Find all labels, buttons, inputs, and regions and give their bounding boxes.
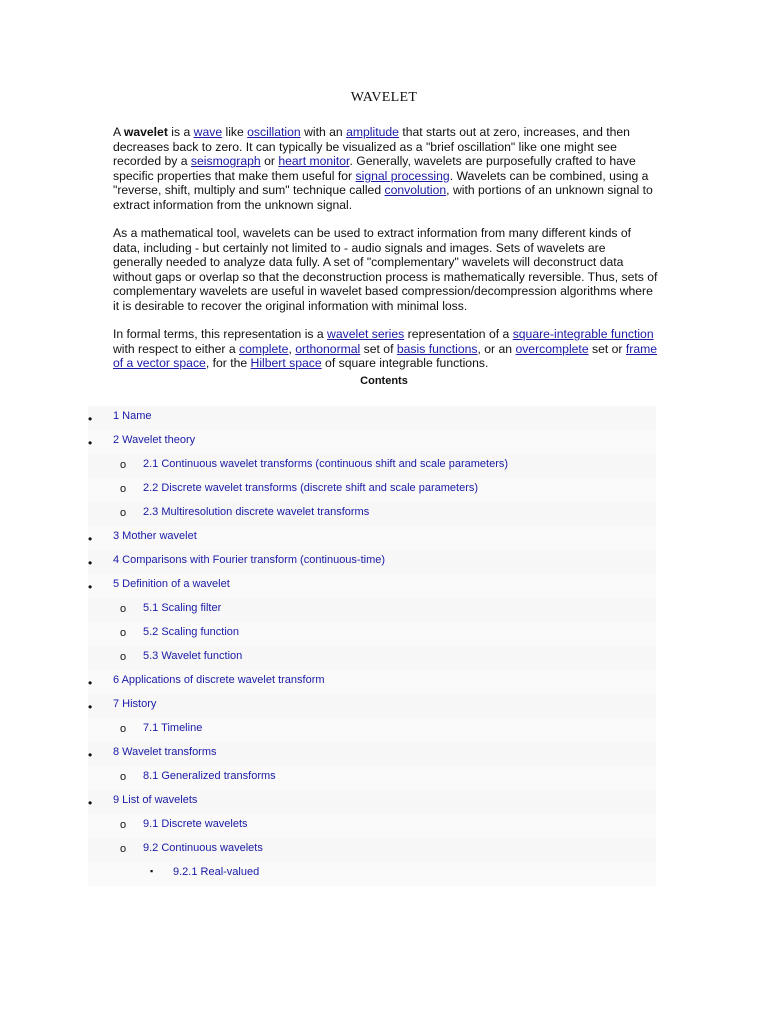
toc-bullet: • [88,700,93,714]
toc-bullet: o [120,723,127,735]
link-oscillation[interactable]: oscillation [247,125,301,139]
toc-item [88,718,656,742]
toc-item [88,838,656,862]
toc-item [88,622,656,646]
link-overcomplete[interactable]: overcomplete [515,341,589,356]
toc-link[interactable]: 1 Name [113,410,152,422]
toc-bullet: o [120,819,127,831]
toc-link[interactable]: 7 History [113,698,157,710]
toc-link[interactable]: 2.3 Multiresolution discrete wavelet transforms [143,506,370,518]
link-heart-monitor[interactable]: heart monitor [278,154,350,169]
toc-link[interactable]: 5.1 Scaling filter [143,602,222,614]
toc-item [88,814,656,838]
toc-item [88,670,656,694]
toc-item [88,526,656,550]
toc-bullet: o [120,603,127,615]
link-wavelet-series[interactable]: wavelet series [327,327,405,341]
toc-bullet: • [88,412,93,426]
toc-bullet: • [88,748,93,762]
toc-bullet: o [120,843,127,855]
link-frame-of-a-vector-space[interactable]: frame of a vector space [113,341,658,371]
toc-link[interactable]: 6 Applications of discrete wavelet transform [113,674,325,686]
toc-bullet: • [88,580,93,594]
toc-link[interactable]: 9.1 Discrete wavelets [143,818,248,830]
toc-item [88,646,656,670]
toc-bullet: • [88,556,93,570]
toc-link[interactable]: 5 Definition of a wavelet [113,578,230,590]
toc-link[interactable]: 5.2 Scaling function [143,626,240,638]
link-basis-functions[interactable]: basis functions [396,341,478,356]
intro-paragraph: A wavelet is a wave like oscillation with an amplitude that starts out at zero, increases, and then decreases back to zero. It can typically be visualized as a "brief oscillation" like one might see recorded by a seismograph or heart monitor. Generally, wavelets are purposefully crafted to have specific properties that make them useful for signal processing. Wavelets can be combined, using a "reverse, shift, multiply and sum" technique called convolution, with portions of an unknown signal to extract information from the unknown signal. [113,125,653,212]
toc-link[interactable]: 5.3 Wavelet function [143,650,243,662]
link-hilbert-space[interactable]: Hilbert space [250,356,322,371]
toc-link[interactable]: 9 List of wavelets [113,794,198,806]
toc-link[interactable]: 2.2 Discrete wavelet transforms (discrete shift and scale parameters) [143,482,479,494]
term-wavelet: wavelet [123,125,168,139]
toc-bullet: • [88,532,93,546]
toc-bullet: ▪ [150,866,154,876]
toc-bullet: • [88,436,93,450]
link-complete[interactable]: complete [239,341,289,356]
page-title: WAVELET [350,90,418,105]
toc-link[interactable]: 9.2 Continuous wavelets [143,842,263,854]
link-wave[interactable]: wave [193,125,223,139]
toc-bullet: o [120,771,127,783]
toc-item [88,574,656,598]
toc-item [88,430,656,454]
toc-link[interactable]: 7.1 Timeline [143,722,203,734]
toc-item [88,694,656,718]
toc-item [88,454,656,478]
toc-item [88,502,656,526]
toc-link[interactable]: 4 Comparisons with Fourier transform (continuous-time) [113,554,386,566]
toc-item [88,406,656,430]
toc-bullet: o [120,627,127,639]
toc-bullet: o [120,459,127,471]
link-signal-processing[interactable]: signal processing [355,168,450,183]
toc-link[interactable]: 8.1 Generalized transforms [143,770,276,782]
toc-link[interactable]: 3 Mother wavelet [113,530,197,542]
toc-bullet: o [120,651,127,663]
table-of-contents [88,406,656,886]
toc-link[interactable]: 9.2.1 Real-valued [173,866,260,878]
link-seismograph[interactable]: seismograph [190,154,261,169]
toc-item [88,550,656,574]
toc-item [88,862,656,886]
toc-link[interactable]: 2.1 Continuous wavelet transforms (continuous shift and scale parameters) [143,458,509,470]
link-square-integrable-function[interactable]: square-integrable function [512,327,654,341]
toc-item [88,598,656,622]
link-amplitude[interactable]: amplitude [346,125,399,139]
toc-link[interactable]: 2 Wavelet theory [113,434,196,446]
link-orthonormal[interactable]: orthonormal [295,341,361,356]
formal-terms-paragraph: In formal terms, this representation is a wavelet series representation of a square-integrable function with respect to either a complete, orthonormal set of basis functions, or an overcomplete set or frame of a vector space, for the Hilbert space of square integrable functions. [113,327,658,371]
toc-item [88,790,656,814]
toc-bullet: • [88,796,93,810]
toc-item [88,742,656,766]
toc-bullet: • [88,676,93,690]
toc-item [88,766,656,790]
toc-link[interactable]: 8 Wavelet transforms [113,746,217,758]
toc-bullet: o [120,483,127,495]
link-convolution[interactable]: convolution [384,183,447,198]
math-tool-paragraph: As a mathematical tool, wavelets can be used to extract information from many different kinds of data, including - but certainly not limited to - audio signals and images. Sets of wavelets are generally needed to analyze data fully. A set of "complementary" wavelets will deconstruct data without gaps or overlap so that the deconstruction process is mathematically reversible. Thus, sets of complementary wavelets are useful in wavelet based compression/decompression algorithms where it is desirable to recover the original information with minimal loss. [113,226,658,313]
toc-bullet: o [120,507,127,519]
contents-heading: Contents [360,375,408,387]
toc-item [88,478,656,502]
